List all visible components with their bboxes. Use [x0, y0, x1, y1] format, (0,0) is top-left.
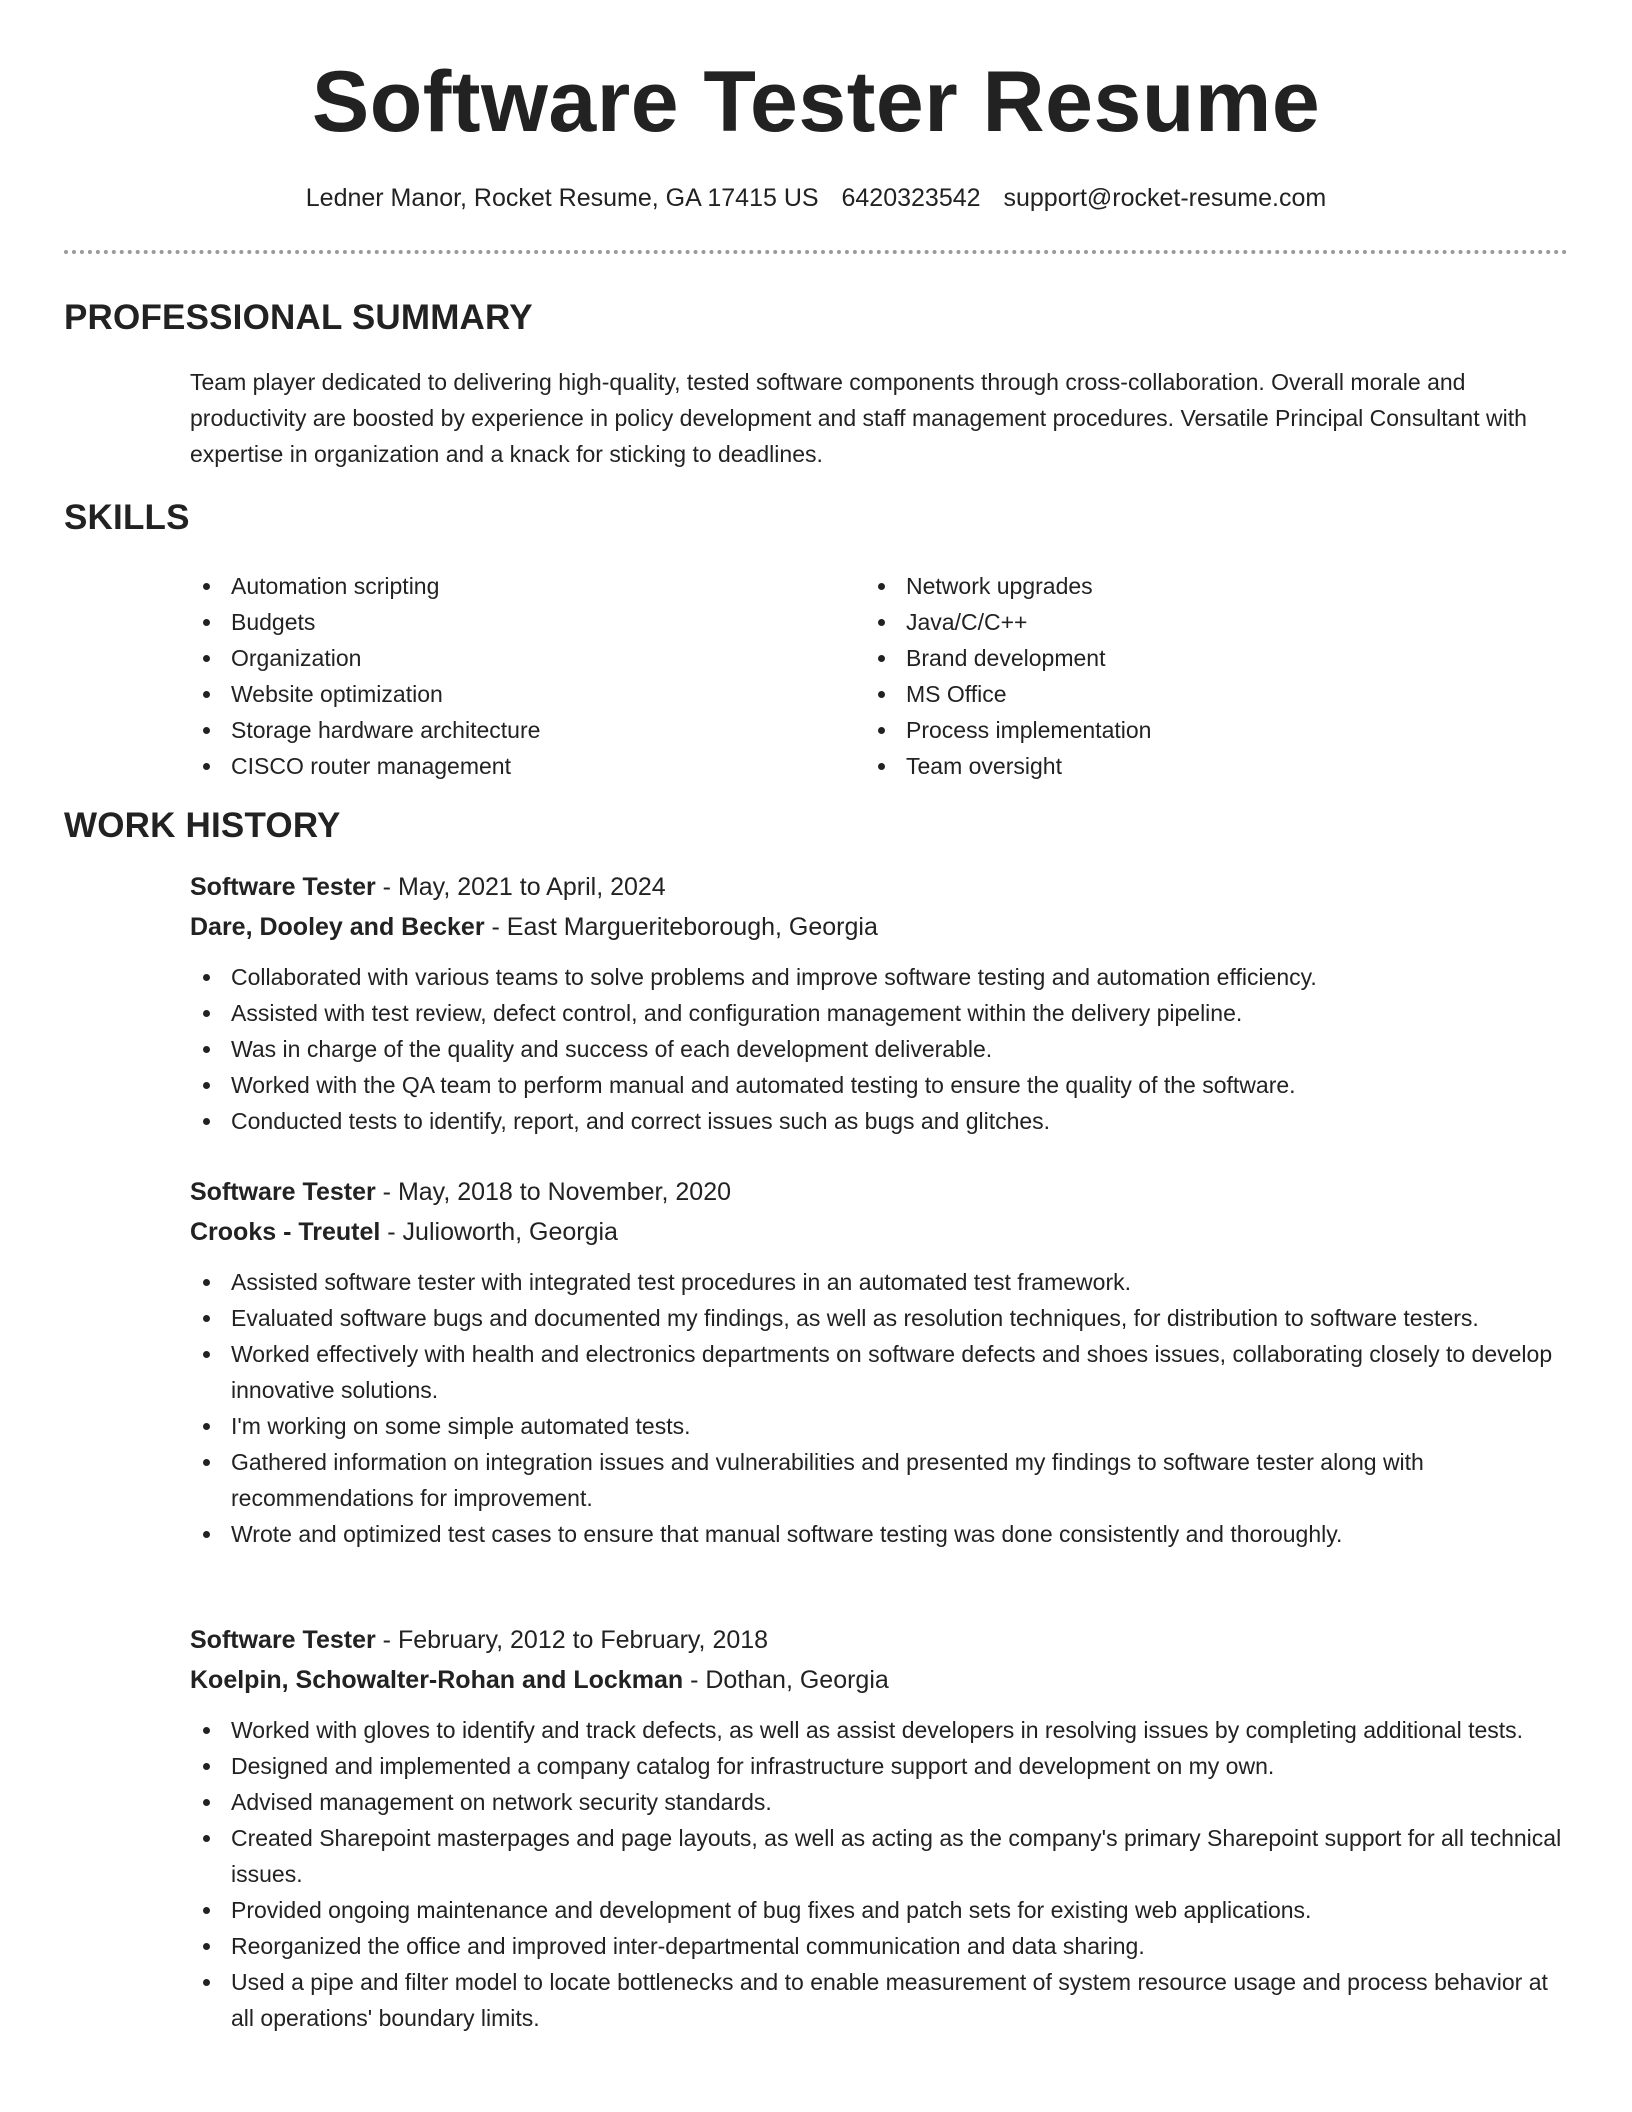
job-location: - East Margueriteborough, Georgia: [491, 913, 878, 941]
job-bullet: Advised management on network security standards.: [187, 1784, 1572, 1820]
work-history-heading: WORK HISTORY: [64, 806, 341, 845]
job-title-line: [190, 867, 1570, 907]
job-bullet: Collaborated with various teams to solve problems and improve software testing and automation efficiency.: [187, 959, 1572, 995]
job-bullet: Conducted tests to identify, report, and correct issues such as bugs and glitches.: [187, 1103, 1572, 1139]
job-bullet: Used a pipe and filter model to locate bottlenecks and to enable measurement of system resource usage and process behavior at all operations' boundary limits.: [187, 1964, 1572, 2036]
job-title-line: [190, 1620, 1570, 1660]
job-dates: - May, 2021 to April, 2024: [382, 873, 666, 901]
skills-list-right: [862, 568, 1502, 784]
job-dates: - February, 2012 to February, 2018: [382, 1626, 769, 1654]
job-title: Software Tester: [190, 1178, 376, 1206]
skills-heading: SKILLS: [64, 498, 190, 537]
job-company-line: [190, 1660, 1570, 1700]
skill-item: Network upgrades: [862, 568, 1502, 604]
job-bullet: Provided ongoing maintenance and development of bug fixes and patch sets for existing web applications.: [187, 1892, 1572, 1928]
job-bullets: [187, 1712, 1572, 2036]
contact-line: [0, 180, 1632, 216]
job-location: - Dothan, Georgia: [690, 1666, 889, 1694]
contact-address: Ledner Manor, Rocket Resume, GA 17415 US: [305, 184, 819, 212]
contact-email[interactable]: support@rocket-resume.com: [1003, 184, 1327, 212]
job-company-line: [190, 1212, 1570, 1252]
skill-item: Organization: [187, 640, 827, 676]
job-entry: [190, 1620, 1570, 2036]
skill-item: Java/C/C++: [862, 604, 1502, 640]
job-bullet: Worked with gloves to identify and track defects, as well as assist developers in resolving issues by completing additional tests.: [187, 1712, 1572, 1748]
job-title: Software Tester: [190, 873, 376, 901]
summary-heading: PROFESSIONAL SUMMARY: [64, 298, 533, 337]
job-company: Crooks - Treutel: [190, 1218, 381, 1246]
job-bullet: Worked with the QA team to perform manual and automated testing to ensure the quality of the software.: [187, 1067, 1572, 1103]
skill-item: Website optimization: [187, 676, 827, 712]
header-divider: [64, 250, 1568, 254]
skill-item: Team oversight: [862, 748, 1502, 784]
job-bullet: Assisted software tester with integrated test procedures in an automated test framework.: [187, 1264, 1572, 1300]
job-bullet: Gathered information on integration issues and vulnerabilities and presented my findings to software tester along with recommendations for improvement.: [187, 1444, 1572, 1516]
skill-item: CISCO router management: [187, 748, 827, 784]
skills-list-left: [187, 568, 827, 784]
job-bullet: Was in charge of the quality and success of each development deliverable.: [187, 1031, 1572, 1067]
job-entry: [190, 1172, 1570, 1552]
skill-item: Process implementation: [862, 712, 1502, 748]
skill-item: Brand development: [862, 640, 1502, 676]
job-bullet: I'm working on some simple automated tests.: [187, 1408, 1572, 1444]
job-entry: [190, 867, 1570, 1139]
job-bullet: Wrote and optimized test cases to ensure that manual software testing was done consistently and thoroughly.: [187, 1516, 1572, 1552]
skill-item: Storage hardware architecture: [187, 712, 827, 748]
summary-text: Team player dedicated to delivering high-quality, tested software components through cross-collaboration. Overall morale and productivity are boosted by experience in policy development and staff management procedures. Versatile Principal Consultant with expertise in organization and a knack for sticking to deadlines.: [190, 369, 1527, 467]
job-bullet: Evaluated software bugs and documented my findings, as well as resolution techniques, for distribution to software testers.: [187, 1300, 1572, 1336]
job-company: Dare, Dooley and Becker: [190, 913, 485, 941]
job-bullets: [187, 1264, 1572, 1552]
job-bullet: Designed and implemented a company catalog for infrastructure support and development on my own.: [187, 1748, 1572, 1784]
job-bullets: [187, 959, 1572, 1139]
job-bullet: Assisted with test review, defect control, and configuration management within the delivery pipeline.: [187, 995, 1572, 1031]
job-title: Software Tester: [190, 1626, 376, 1654]
page-title: Software Tester Resume: [311, 54, 1321, 150]
job-company-line: [190, 907, 1570, 947]
contact-phone: 6420323542: [841, 184, 981, 212]
job-bullet: Worked effectively with health and electronics departments on software defects and shoes issues, collaborating closely to develop innovative solutions.: [187, 1336, 1572, 1408]
job-location: - Julioworth, Georgia: [387, 1218, 618, 1246]
skill-item: Automation scripting: [187, 568, 827, 604]
job-title-line: [190, 1172, 1570, 1212]
job-company: Koelpin, Schowalter-Rohan and Lockman: [190, 1666, 684, 1694]
job-bullet: Created Sharepoint masterpages and page layouts, as well as acting as the company's primary Sharepoint support for all technical issues.: [187, 1820, 1572, 1892]
skill-item: Budgets: [187, 604, 827, 640]
skill-item: MS Office: [862, 676, 1502, 712]
job-dates: - May, 2018 to November, 2020: [382, 1178, 732, 1206]
job-bullet: Reorganized the office and improved inter-departmental communication and data sharing.: [187, 1928, 1572, 1964]
